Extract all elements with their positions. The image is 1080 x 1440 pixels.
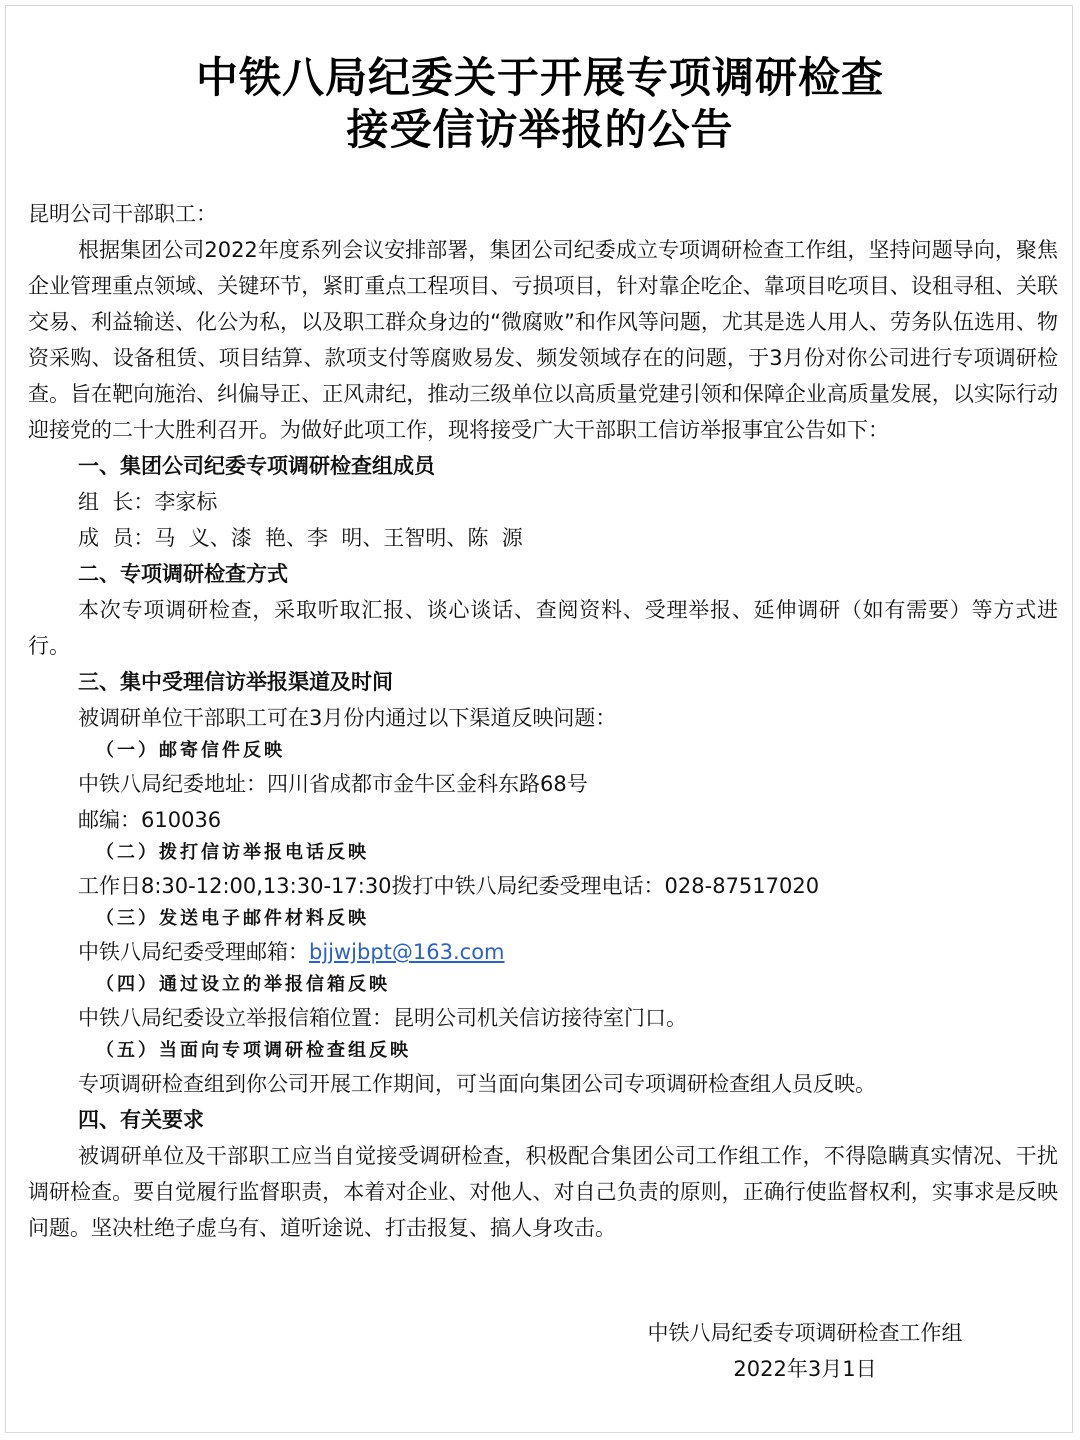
document-title-line1: 中铁八局纪委关于开展专项调研检查 (195, 53, 884, 102)
group-members: 成 员：马 义、漆 艳、李 明、王智明、陈 源 (78, 526, 523, 550)
channel2-heading: （二）拨打信访举报电话反映 (96, 842, 369, 863)
signature-date: 2022年3月1日 (733, 1357, 877, 1381)
section4-text: 被调研单位及干部职工应当自觉接受调研检查，积极配合集团公司工作组工作，不得隐瞒真实情况、干扰调研检查。要自觉履行监督职责，本着对企业、对他人、对自己负责的原则，正确行使监督权利，实事求是反映问题。坚决杜绝子虚乌有、道听途说、打击报复、搞人身攻击。 (28, 1144, 1058, 1240)
channel5-text: 专项调研检查组到你公司开展工作期间，可当面向集团公司专项调研检查组人员反映。 (78, 1072, 876, 1096)
channel3-email-line (28, 934, 1058, 970)
channel2-phone-text: 工作日8:30-12:00,13:30-17:30拨打中铁八局纪委受理电话：028-87517020 (78, 874, 820, 898)
email-label: 中铁八局纪委受理邮箱： (78, 940, 309, 964)
email-link[interactable]: bjjwjbpt@163.com (309, 940, 505, 964)
section3-heading: 三、集中受理信访举报渠道及时间 (78, 670, 393, 694)
section2-heading: 二、专项调研检查方式 (78, 562, 288, 586)
group-leader: 组 长：李家标 (78, 490, 218, 514)
section4-heading: 四、有关要求 (78, 1108, 204, 1132)
document-body (28, 196, 1058, 1246)
section1-heading: 一、集团公司纪委专项调研检查组成员 (78, 454, 435, 478)
channel4-mailbox-text: 中铁八局纪委设立举报信箱位置：昆明公司机关信访接待室门口。 (78, 1006, 687, 1030)
channel1-heading: （一）邮寄信件反映 (96, 740, 285, 761)
section2-text: 本次专项调研检查，采取听取汇报、谈心谈话、查阅资料、受理举报、延伸调研（如有需要）等方式进行。 (28, 598, 1058, 658)
signature-organization: 中铁八局纪委专项调研检查工作组 (647, 1321, 963, 1345)
intro-paragraph: 根据集团公司2022年度系列会议安排部署，集团公司纪委成立专项调研检查工作组，坚持问题导向，聚焦企业管理重点领域、关键环节，紧盯重点工程项目、亏损项目，针对靠企吃企、靠项目吃项目、设租寻租、关联交易、利益输送、化公为私，以及职工群众身边的“微腐败”和作风等问题，尤其是选人用人、劳务队伍选用、物资采购、设备租赁、项目结算、款项支付等腐败易发、频发领域存在的问题，于3月份对你公司进行专项调研检查。旨在靶向施治、纠偏导正、正风肃纪，推动三级单位以高质量党建引领和保障企业高质量发展，以实际行动迎接党的二十大胜利召开。为做好此项工作，现将接受广大干部职工信访举报事宜公告如下： (28, 238, 1058, 442)
channel4-heading: （四）通过设立的举报信箱反映 (96, 974, 390, 995)
channel3-heading: （三）发送电子邮件材料反映 (96, 908, 369, 929)
channel1-postcode: 邮编：610036 (78, 808, 222, 832)
section3-intro: 被调研单位干部职工可在3月份内通过以下渠道反映问题： (78, 706, 617, 730)
channel1-address: 中铁八局纪委地址：四川省成都市金牛区金科东路68号 (78, 772, 588, 796)
channel5-heading: （五）当面向专项调研检查组反映 (96, 1040, 411, 1061)
document-title-line2: 接受信访举报的公告 (346, 105, 734, 154)
salutation: 昆明公司干部职工： (28, 202, 217, 226)
